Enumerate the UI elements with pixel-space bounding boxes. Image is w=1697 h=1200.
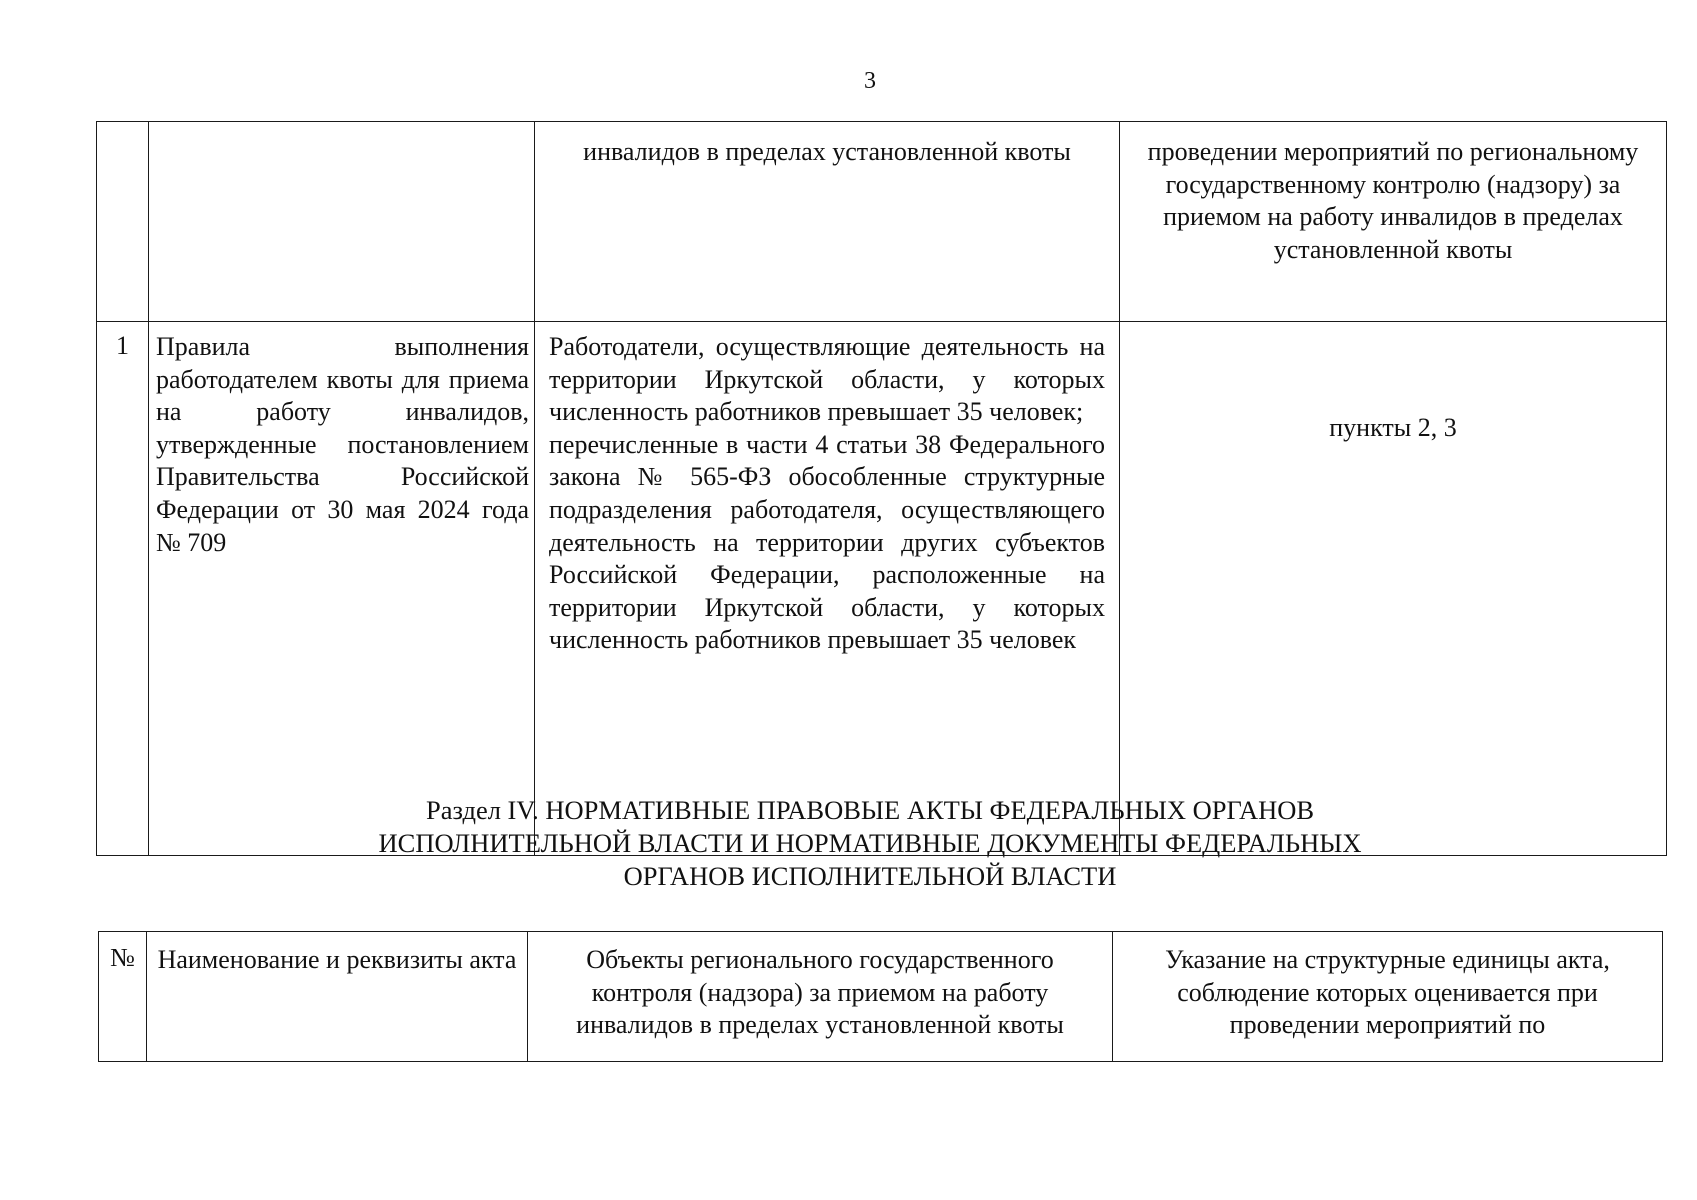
number-cell-empty: [97, 122, 149, 322]
table-row: [97, 322, 1667, 856]
continued-acts-table: [96, 121, 1667, 856]
objects-cell: [535, 322, 1120, 856]
objects-paragraph-2: перечисленные в части 4 статьи 38 Федерального закона № 565-ФЗ обособленные структурные подразделения работодателя, осуществляющего деятельность на территории других субъектов Российской Федерации, расположенные на территории Иркутской области, у которых численность работников превышает 35 человек: [549, 429, 1105, 655]
objects-header-continuation: инвалидов в пределах установленной квоты: [535, 122, 1120, 322]
table-header-continuation-row: [97, 122, 1667, 322]
units-header-continuation: проведении мероприятий по региональному государственному контролю (надзору) за приемом на работу инвалидов в пределах установленной квоты: [1120, 122, 1667, 322]
section-heading-line-1: Раздел IV. НОРМАТИВНЫЕ ПРАВОВЫЕ АКТЫ ФЕДЕРАЛЬНЫХ ОРГАНОВ: [425, 795, 1315, 825]
header-objects: Объекты регионального государственного контроля (надзора) за приемом на работу инвалидов в пределах установленной квоты: [528, 932, 1113, 1062]
section-heading-line-3: ОРГАНОВ ИСПОЛНИТЕЛЬНОЙ ВЛАСТИ: [623, 861, 1117, 891]
objects-paragraph-1: Работодатели, осуществляющие деятельность на территории Иркутской области, у которых численность работников превышает 35 человек;: [549, 332, 1105, 427]
section-heading: [220, 794, 1520, 893]
act-name-cell: Правила выполнения работодателем квоты для приема на работу инвалидов, утвержденные постановлением Правительства Российской Федерации от 30 мая 2024 года № 709: [149, 322, 535, 856]
page-number: 3: [864, 68, 876, 94]
header-number: №: [99, 932, 147, 1062]
section-heading-line-2: ИСПОЛНИТЕЛЬНОЙ ВЛАСТИ И НОРМАТИВНЫЕ ДОКУМЕНТЫ ФЕДЕРАЛЬНЫХ: [378, 828, 1362, 858]
header-structural-units: Указание на структурные единицы акта, соблюдение которых оценивается при проведении мероприятий по: [1113, 932, 1663, 1062]
federal-acts-table: [98, 931, 1663, 1062]
structural-units-cell: пункты 2, 3: [1120, 322, 1667, 856]
header-act-name: Наименование и реквизиты акта: [147, 932, 528, 1062]
table-header-row: [99, 932, 1663, 1062]
act-cell-empty: [149, 122, 535, 322]
row-number: 1: [97, 322, 149, 856]
